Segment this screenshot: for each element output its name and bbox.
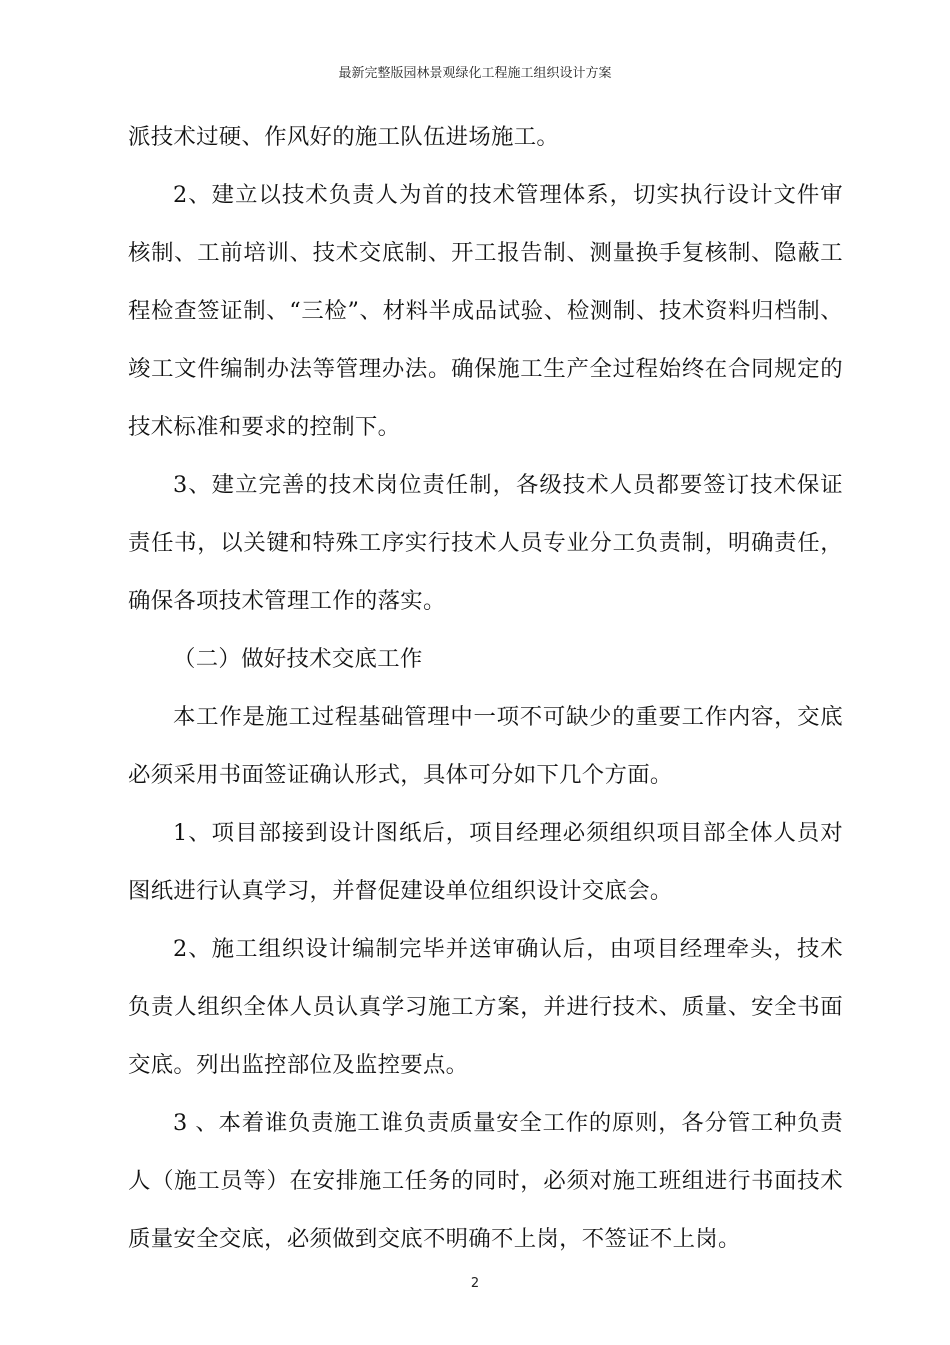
section-heading: （二）做好技术交底工作	[173, 646, 423, 672]
paragraph-intro: 本工作是施工过程基础管理中一项不可缺少的重要工作内容，交底必须采用书面签证确认形式，具体可分如下几个方面。	[128, 704, 843, 788]
paragraph-continuation: 派技术过硬、作风好的施工队伍进场施工。	[128, 124, 560, 150]
page-number: 2	[470, 1276, 480, 1291]
paragraph-item-3b: 3 、本着谁负责施工谁负责质量安全工作的原则，各分管工种负责人（施工员等）在安排施工任务的同时，必须对施工班组进行书面技术质量安全交底，必须做到交底不明确不上岗，不签证不上岗。	[128, 1110, 843, 1252]
page-header: 最新完整版园林景观绿化工程施工组织设计方案	[338, 66, 612, 81]
paragraph-item-2b: 2、施工组织设计编制完毕并送审确认后，由项目经理牵头，技术负责人组织全体人员认真学习施工方案，并进行技术、质量、安全书面交底。列出监控部位及监控要点。	[128, 936, 843, 1078]
document-body	[128, 108, 843, 1268]
paragraph-item-3: 3、建立完善的技术岗位责任制，各级技术人员都要签订技术保证责任书，以关键和特殊工序实行技术人员专业分工负责制，明确责任，确保各项技术管理工作的落实。	[128, 472, 843, 614]
paragraph-item-2: 2、建立以技术负责人为首的技术管理体系，切实执行设计文件审核制、工前培训、技术交底制、开工报告制、测量换手复核制、隐蔽工程检查签证制、“三检”、材料半成品试验、检测制、技术资料归档制、竣工文件编制办法等管理办法。确保施工生产全过程始终在合同规定的技术标准和要求的控制下。	[128, 182, 843, 440]
paragraph-item-1: 1、项目部接到设计图纸后，项目经理必须组织项目部全体人员对图纸进行认真学习，并督促建设单位组织设计交底会。	[128, 820, 843, 904]
